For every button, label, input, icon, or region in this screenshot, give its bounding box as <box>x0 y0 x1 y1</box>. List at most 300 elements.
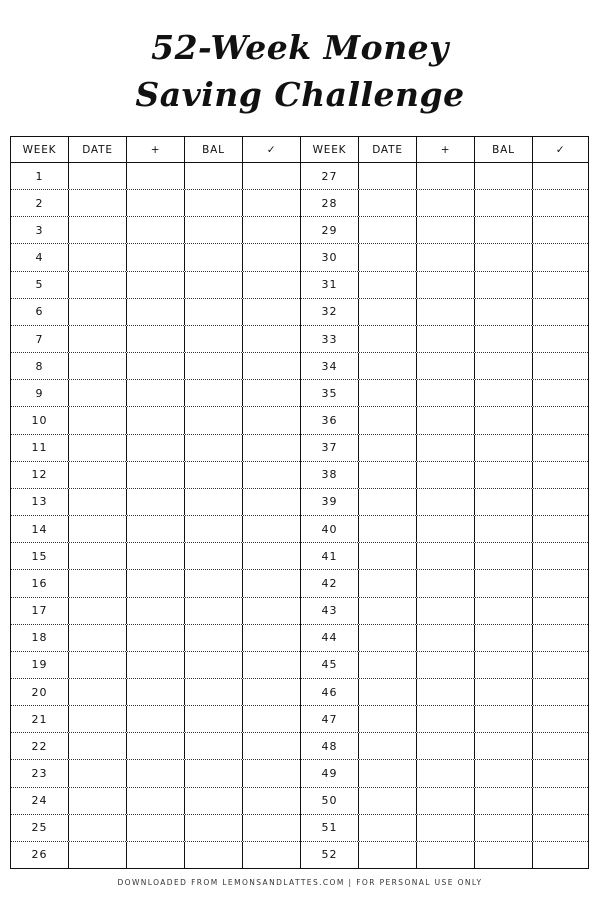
date-cell[interactable] <box>69 570 127 596</box>
amount-cell[interactable] <box>417 435 475 461</box>
table-row <box>11 733 300 760</box>
check-cell[interactable] <box>533 706 588 732</box>
check-cell[interactable] <box>243 652 300 678</box>
date-cell[interactable] <box>69 244 127 270</box>
amount-cell[interactable] <box>127 462 185 488</box>
check-cell[interactable] <box>243 326 300 352</box>
date-cell[interactable] <box>69 706 127 732</box>
amount-cell[interactable] <box>417 217 475 243</box>
table-row <box>11 815 300 842</box>
date-cell[interactable] <box>359 815 417 841</box>
week-number: 46 <box>301 679 359 705</box>
table-row <box>11 570 300 597</box>
balance-cell[interactable] <box>185 815 243 841</box>
date-cell[interactable] <box>69 543 127 569</box>
week-number: 52 <box>301 842 359 868</box>
balance-cell[interactable] <box>475 760 533 786</box>
balance-cell[interactable] <box>475 788 533 814</box>
week-number: 6 <box>11 299 69 325</box>
date-cell[interactable] <box>69 380 127 406</box>
balance-cell[interactable] <box>185 435 243 461</box>
balance-cell[interactable] <box>475 435 533 461</box>
date-cell[interactable] <box>359 516 417 542</box>
check-cell[interactable] <box>533 435 588 461</box>
date-cell[interactable] <box>359 489 417 515</box>
table-row <box>11 272 300 299</box>
check-cell[interactable] <box>243 516 300 542</box>
week-number: 40 <box>301 516 359 542</box>
amount-cell[interactable] <box>417 244 475 270</box>
table-row <box>301 435 588 462</box>
header-week: WEEK <box>11 137 69 162</box>
table-row <box>301 299 588 326</box>
amount-cell[interactable] <box>417 706 475 732</box>
amount-cell[interactable] <box>417 272 475 298</box>
check-cell[interactable] <box>243 706 300 732</box>
date-cell[interactable] <box>69 163 127 189</box>
week-number: 29 <box>301 217 359 243</box>
check-cell[interactable] <box>243 244 300 270</box>
date-cell[interactable] <box>359 435 417 461</box>
balance-cell[interactable] <box>475 516 533 542</box>
check-cell[interactable] <box>243 598 300 624</box>
amount-cell[interactable] <box>417 570 475 596</box>
check-cell[interactable] <box>533 842 588 868</box>
date-cell[interactable] <box>69 462 127 488</box>
date-cell[interactable] <box>69 733 127 759</box>
check-cell[interactable] <box>533 516 588 542</box>
check-cell[interactable] <box>243 760 300 786</box>
week-number: 4 <box>11 244 69 270</box>
balance-cell[interactable] <box>475 244 533 270</box>
table-row <box>11 244 300 271</box>
check-cell[interactable] <box>533 272 588 298</box>
date-cell[interactable] <box>359 217 417 243</box>
balance-cell[interactable] <box>475 706 533 732</box>
date-cell[interactable] <box>359 706 417 732</box>
balance-cell[interactable] <box>185 625 243 651</box>
check-cell[interactable] <box>243 570 300 596</box>
date-cell[interactable] <box>359 598 417 624</box>
amount-cell[interactable] <box>127 733 185 759</box>
check-cell[interactable] <box>243 733 300 759</box>
check-cell[interactable] <box>243 489 300 515</box>
table-row <box>11 163 300 190</box>
amount-cell[interactable] <box>417 489 475 515</box>
week-number: 28 <box>301 190 359 216</box>
table-row <box>11 190 300 217</box>
week-number: 15 <box>11 543 69 569</box>
balance-cell[interactable] <box>475 598 533 624</box>
balance-cell[interactable] <box>185 380 243 406</box>
week-number: 24 <box>11 788 69 814</box>
amount-cell[interactable] <box>127 625 185 651</box>
table-row <box>301 272 588 299</box>
balance-cell[interactable] <box>475 299 533 325</box>
date-cell[interactable] <box>359 652 417 678</box>
week-number: 39 <box>301 489 359 515</box>
balance-cell[interactable] <box>475 353 533 379</box>
balance-cell[interactable] <box>185 163 243 189</box>
amount-cell[interactable] <box>417 842 475 868</box>
balance-cell[interactable] <box>475 489 533 515</box>
balance-cell[interactable] <box>185 598 243 624</box>
amount-cell[interactable] <box>127 516 185 542</box>
week-number: 38 <box>301 462 359 488</box>
week-number: 27 <box>301 163 359 189</box>
week-number: 35 <box>301 380 359 406</box>
balance-cell[interactable] <box>185 190 243 216</box>
table-row <box>11 788 300 815</box>
week-number: 41 <box>301 543 359 569</box>
week-number: 21 <box>11 706 69 732</box>
week-number: 44 <box>301 625 359 651</box>
date-cell[interactable] <box>69 652 127 678</box>
amount-cell[interactable] <box>127 435 185 461</box>
date-cell[interactable] <box>69 625 127 651</box>
amount-cell[interactable] <box>127 326 185 352</box>
amount-cell[interactable] <box>417 190 475 216</box>
check-cell[interactable] <box>533 489 588 515</box>
check-cell[interactable] <box>243 842 300 868</box>
week-number: 26 <box>11 842 69 868</box>
header-date: DATE <box>359 137 417 162</box>
table-row <box>301 760 588 787</box>
table-row <box>11 543 300 570</box>
header-check-icon: ✓ <box>266 143 277 156</box>
date-cell[interactable] <box>69 299 127 325</box>
table-row <box>301 815 588 842</box>
balance-cell[interactable] <box>475 815 533 841</box>
amount-cell[interactable] <box>417 299 475 325</box>
amount-cell[interactable] <box>127 272 185 298</box>
week-number: 45 <box>301 652 359 678</box>
week-number: 31 <box>301 272 359 298</box>
amount-cell[interactable] <box>127 543 185 569</box>
week-number: 9 <box>11 380 69 406</box>
amount-cell[interactable] <box>417 652 475 678</box>
header-check-icon: ✓ <box>555 143 566 156</box>
date-cell[interactable] <box>69 598 127 624</box>
date-cell[interactable] <box>359 462 417 488</box>
balance-cell[interactable] <box>185 244 243 270</box>
amount-cell[interactable] <box>127 815 185 841</box>
date-cell[interactable] <box>359 760 417 786</box>
page-title-line-2: Saving Challenge <box>135 75 465 114</box>
balance-cell[interactable] <box>475 163 533 189</box>
check-cell[interactable] <box>533 679 588 705</box>
week-number: 1 <box>11 163 69 189</box>
table-row <box>11 435 300 462</box>
table-row <box>301 679 588 706</box>
balance-cell[interactable] <box>185 353 243 379</box>
amount-cell[interactable] <box>127 598 185 624</box>
check-cell[interactable] <box>533 652 588 678</box>
amount-cell[interactable] <box>417 598 475 624</box>
balance-cell[interactable] <box>185 217 243 243</box>
check-cell[interactable] <box>533 570 588 596</box>
amount-cell[interactable] <box>417 380 475 406</box>
amount-cell[interactable] <box>127 706 185 732</box>
date-cell[interactable] <box>359 625 417 651</box>
week-number: 8 <box>11 353 69 379</box>
table-row <box>301 380 588 407</box>
week-number: 3 <box>11 217 69 243</box>
date-cell[interactable] <box>69 435 127 461</box>
week-number: 19 <box>11 652 69 678</box>
check-cell[interactable] <box>533 217 588 243</box>
check-cell[interactable] <box>533 625 588 651</box>
amount-cell[interactable] <box>127 163 185 189</box>
week-number: 50 <box>301 788 359 814</box>
date-cell[interactable] <box>359 842 417 868</box>
date-cell[interactable] <box>359 353 417 379</box>
amount-cell[interactable] <box>127 760 185 786</box>
table-row <box>11 598 300 625</box>
balance-cell[interactable] <box>185 299 243 325</box>
table-header-row-left <box>11 137 300 163</box>
balance-cell[interactable] <box>475 190 533 216</box>
check-cell[interactable] <box>243 272 300 298</box>
week-number: 36 <box>301 407 359 433</box>
amount-cell[interactable] <box>127 679 185 705</box>
week-number: 17 <box>11 598 69 624</box>
amount-cell[interactable] <box>417 543 475 569</box>
week-number: 20 <box>11 679 69 705</box>
check-cell[interactable] <box>243 788 300 814</box>
date-cell[interactable] <box>359 679 417 705</box>
check-cell[interactable] <box>533 299 588 325</box>
header-bal: BAL <box>475 137 533 162</box>
date-cell[interactable] <box>359 788 417 814</box>
week-number: 51 <box>301 815 359 841</box>
check-cell[interactable] <box>533 407 588 433</box>
balance-cell[interactable] <box>475 625 533 651</box>
balance-cell[interactable] <box>185 516 243 542</box>
date-cell[interactable] <box>69 326 127 352</box>
table-row <box>301 652 588 679</box>
check-cell[interactable] <box>243 380 300 406</box>
date-cell[interactable] <box>69 217 127 243</box>
table-row <box>301 326 588 353</box>
table-row <box>301 543 588 570</box>
amount-cell[interactable] <box>127 489 185 515</box>
balance-cell[interactable] <box>475 217 533 243</box>
table-half-right <box>301 137 588 868</box>
amount-cell[interactable] <box>417 733 475 759</box>
date-cell[interactable] <box>69 842 127 868</box>
balance-cell[interactable] <box>185 733 243 759</box>
amount-cell[interactable] <box>417 625 475 651</box>
table-row <box>301 353 588 380</box>
amount-cell[interactable] <box>127 842 185 868</box>
balance-cell[interactable] <box>475 679 533 705</box>
week-number: 10 <box>11 407 69 433</box>
check-cell[interactable] <box>533 815 588 841</box>
check-cell[interactable] <box>243 625 300 651</box>
check-cell[interactable] <box>533 190 588 216</box>
date-cell[interactable] <box>359 380 417 406</box>
balance-cell[interactable] <box>185 462 243 488</box>
balance-cell[interactable] <box>475 380 533 406</box>
date-cell[interactable] <box>359 299 417 325</box>
date-cell[interactable] <box>69 760 127 786</box>
amount-cell[interactable] <box>417 163 475 189</box>
amount-cell[interactable] <box>127 217 185 243</box>
date-cell[interactable] <box>69 353 127 379</box>
table-row <box>11 489 300 516</box>
balance-cell[interactable] <box>475 652 533 678</box>
amount-cell[interactable] <box>127 788 185 814</box>
table-row <box>301 407 588 434</box>
date-cell[interactable] <box>69 788 127 814</box>
table-row <box>301 244 588 271</box>
balance-cell[interactable] <box>185 842 243 868</box>
date-cell[interactable] <box>69 516 127 542</box>
table-row <box>301 733 588 760</box>
balance-cell[interactable] <box>475 733 533 759</box>
amount-cell[interactable] <box>417 353 475 379</box>
date-cell[interactable] <box>359 543 417 569</box>
balance-cell[interactable] <box>185 543 243 569</box>
check-cell[interactable] <box>533 462 588 488</box>
week-number: 30 <box>301 244 359 270</box>
amount-cell[interactable] <box>127 299 185 325</box>
table-row <box>301 706 588 733</box>
amount-cell[interactable] <box>127 244 185 270</box>
date-cell[interactable] <box>359 733 417 759</box>
date-cell[interactable] <box>359 272 417 298</box>
balance-cell[interactable] <box>475 543 533 569</box>
balance-cell[interactable] <box>475 462 533 488</box>
week-number: 32 <box>301 299 359 325</box>
amount-cell[interactable] <box>417 407 475 433</box>
date-cell[interactable] <box>359 570 417 596</box>
check-cell[interactable] <box>243 163 300 189</box>
week-number: 37 <box>301 435 359 461</box>
check-cell[interactable] <box>533 326 588 352</box>
table-row <box>11 353 300 380</box>
date-cell[interactable] <box>69 407 127 433</box>
date-cell[interactable] <box>359 163 417 189</box>
table-body-left <box>11 163 300 868</box>
amount-cell[interactable] <box>417 679 475 705</box>
balance-cell[interactable] <box>475 407 533 433</box>
savings-table <box>10 136 589 869</box>
date-cell[interactable] <box>359 326 417 352</box>
week-number: 48 <box>301 733 359 759</box>
table-row <box>301 217 588 244</box>
table-row <box>11 760 300 787</box>
amount-cell[interactable] <box>417 760 475 786</box>
amount-cell[interactable] <box>127 190 185 216</box>
date-cell[interactable] <box>359 244 417 270</box>
date-cell[interactable] <box>69 489 127 515</box>
check-cell[interactable] <box>243 217 300 243</box>
check-cell[interactable] <box>243 679 300 705</box>
header-date: DATE <box>69 137 127 162</box>
balance-cell[interactable] <box>185 326 243 352</box>
week-number: 33 <box>301 326 359 352</box>
header-week: WEEK <box>301 137 359 162</box>
week-number: 12 <box>11 462 69 488</box>
date-cell[interactable] <box>359 407 417 433</box>
balance-cell[interactable] <box>185 679 243 705</box>
week-number: 13 <box>11 489 69 515</box>
week-number: 14 <box>11 516 69 542</box>
check-cell[interactable] <box>243 190 300 216</box>
date-cell[interactable] <box>69 272 127 298</box>
week-number: 5 <box>11 272 69 298</box>
balance-cell[interactable] <box>185 272 243 298</box>
check-cell[interactable] <box>533 380 588 406</box>
amount-cell[interactable] <box>417 326 475 352</box>
amount-cell[interactable] <box>417 516 475 542</box>
balance-cell[interactable] <box>475 570 533 596</box>
amount-cell[interactable] <box>127 570 185 596</box>
week-number: 49 <box>301 760 359 786</box>
check-cell[interactable] <box>243 407 300 433</box>
table-row <box>11 462 300 489</box>
check-cell[interactable] <box>533 244 588 270</box>
balance-cell[interactable] <box>185 706 243 732</box>
table-row <box>11 842 300 868</box>
date-cell[interactable] <box>359 190 417 216</box>
week-number: 23 <box>11 760 69 786</box>
amount-cell[interactable] <box>127 380 185 406</box>
check-cell[interactable] <box>533 733 588 759</box>
table-row <box>11 516 300 543</box>
page-title-line-1: 52-Week Money <box>151 28 449 67</box>
check-cell[interactable] <box>533 353 588 379</box>
check-cell[interactable] <box>243 299 300 325</box>
check-cell[interactable] <box>243 353 300 379</box>
check-cell[interactable] <box>243 435 300 461</box>
balance-cell[interactable] <box>475 272 533 298</box>
amount-cell[interactable] <box>127 353 185 379</box>
amount-cell[interactable] <box>127 652 185 678</box>
week-number: 22 <box>11 733 69 759</box>
check-cell[interactable] <box>533 543 588 569</box>
date-cell[interactable] <box>69 190 127 216</box>
amount-cell[interactable] <box>417 788 475 814</box>
balance-cell[interactable] <box>185 760 243 786</box>
balance-cell[interactable] <box>185 652 243 678</box>
balance-cell[interactable] <box>185 407 243 433</box>
table-row <box>301 163 588 190</box>
check-cell[interactable] <box>243 462 300 488</box>
date-cell[interactable] <box>69 815 127 841</box>
balance-cell[interactable] <box>475 842 533 868</box>
table-row <box>11 299 300 326</box>
balance-cell[interactable] <box>475 326 533 352</box>
amount-cell[interactable] <box>417 462 475 488</box>
date-cell[interactable] <box>69 679 127 705</box>
balance-cell[interactable] <box>185 788 243 814</box>
check-cell[interactable] <box>533 163 588 189</box>
amount-cell[interactable] <box>127 407 185 433</box>
table-row <box>301 625 588 652</box>
check-cell[interactable] <box>533 598 588 624</box>
check-cell[interactable] <box>533 788 588 814</box>
check-cell[interactable] <box>243 815 300 841</box>
check-cell[interactable] <box>243 543 300 569</box>
amount-cell[interactable] <box>417 815 475 841</box>
balance-cell[interactable] <box>185 570 243 596</box>
check-cell[interactable] <box>533 760 588 786</box>
table-row <box>301 516 588 543</box>
balance-cell[interactable] <box>185 489 243 515</box>
